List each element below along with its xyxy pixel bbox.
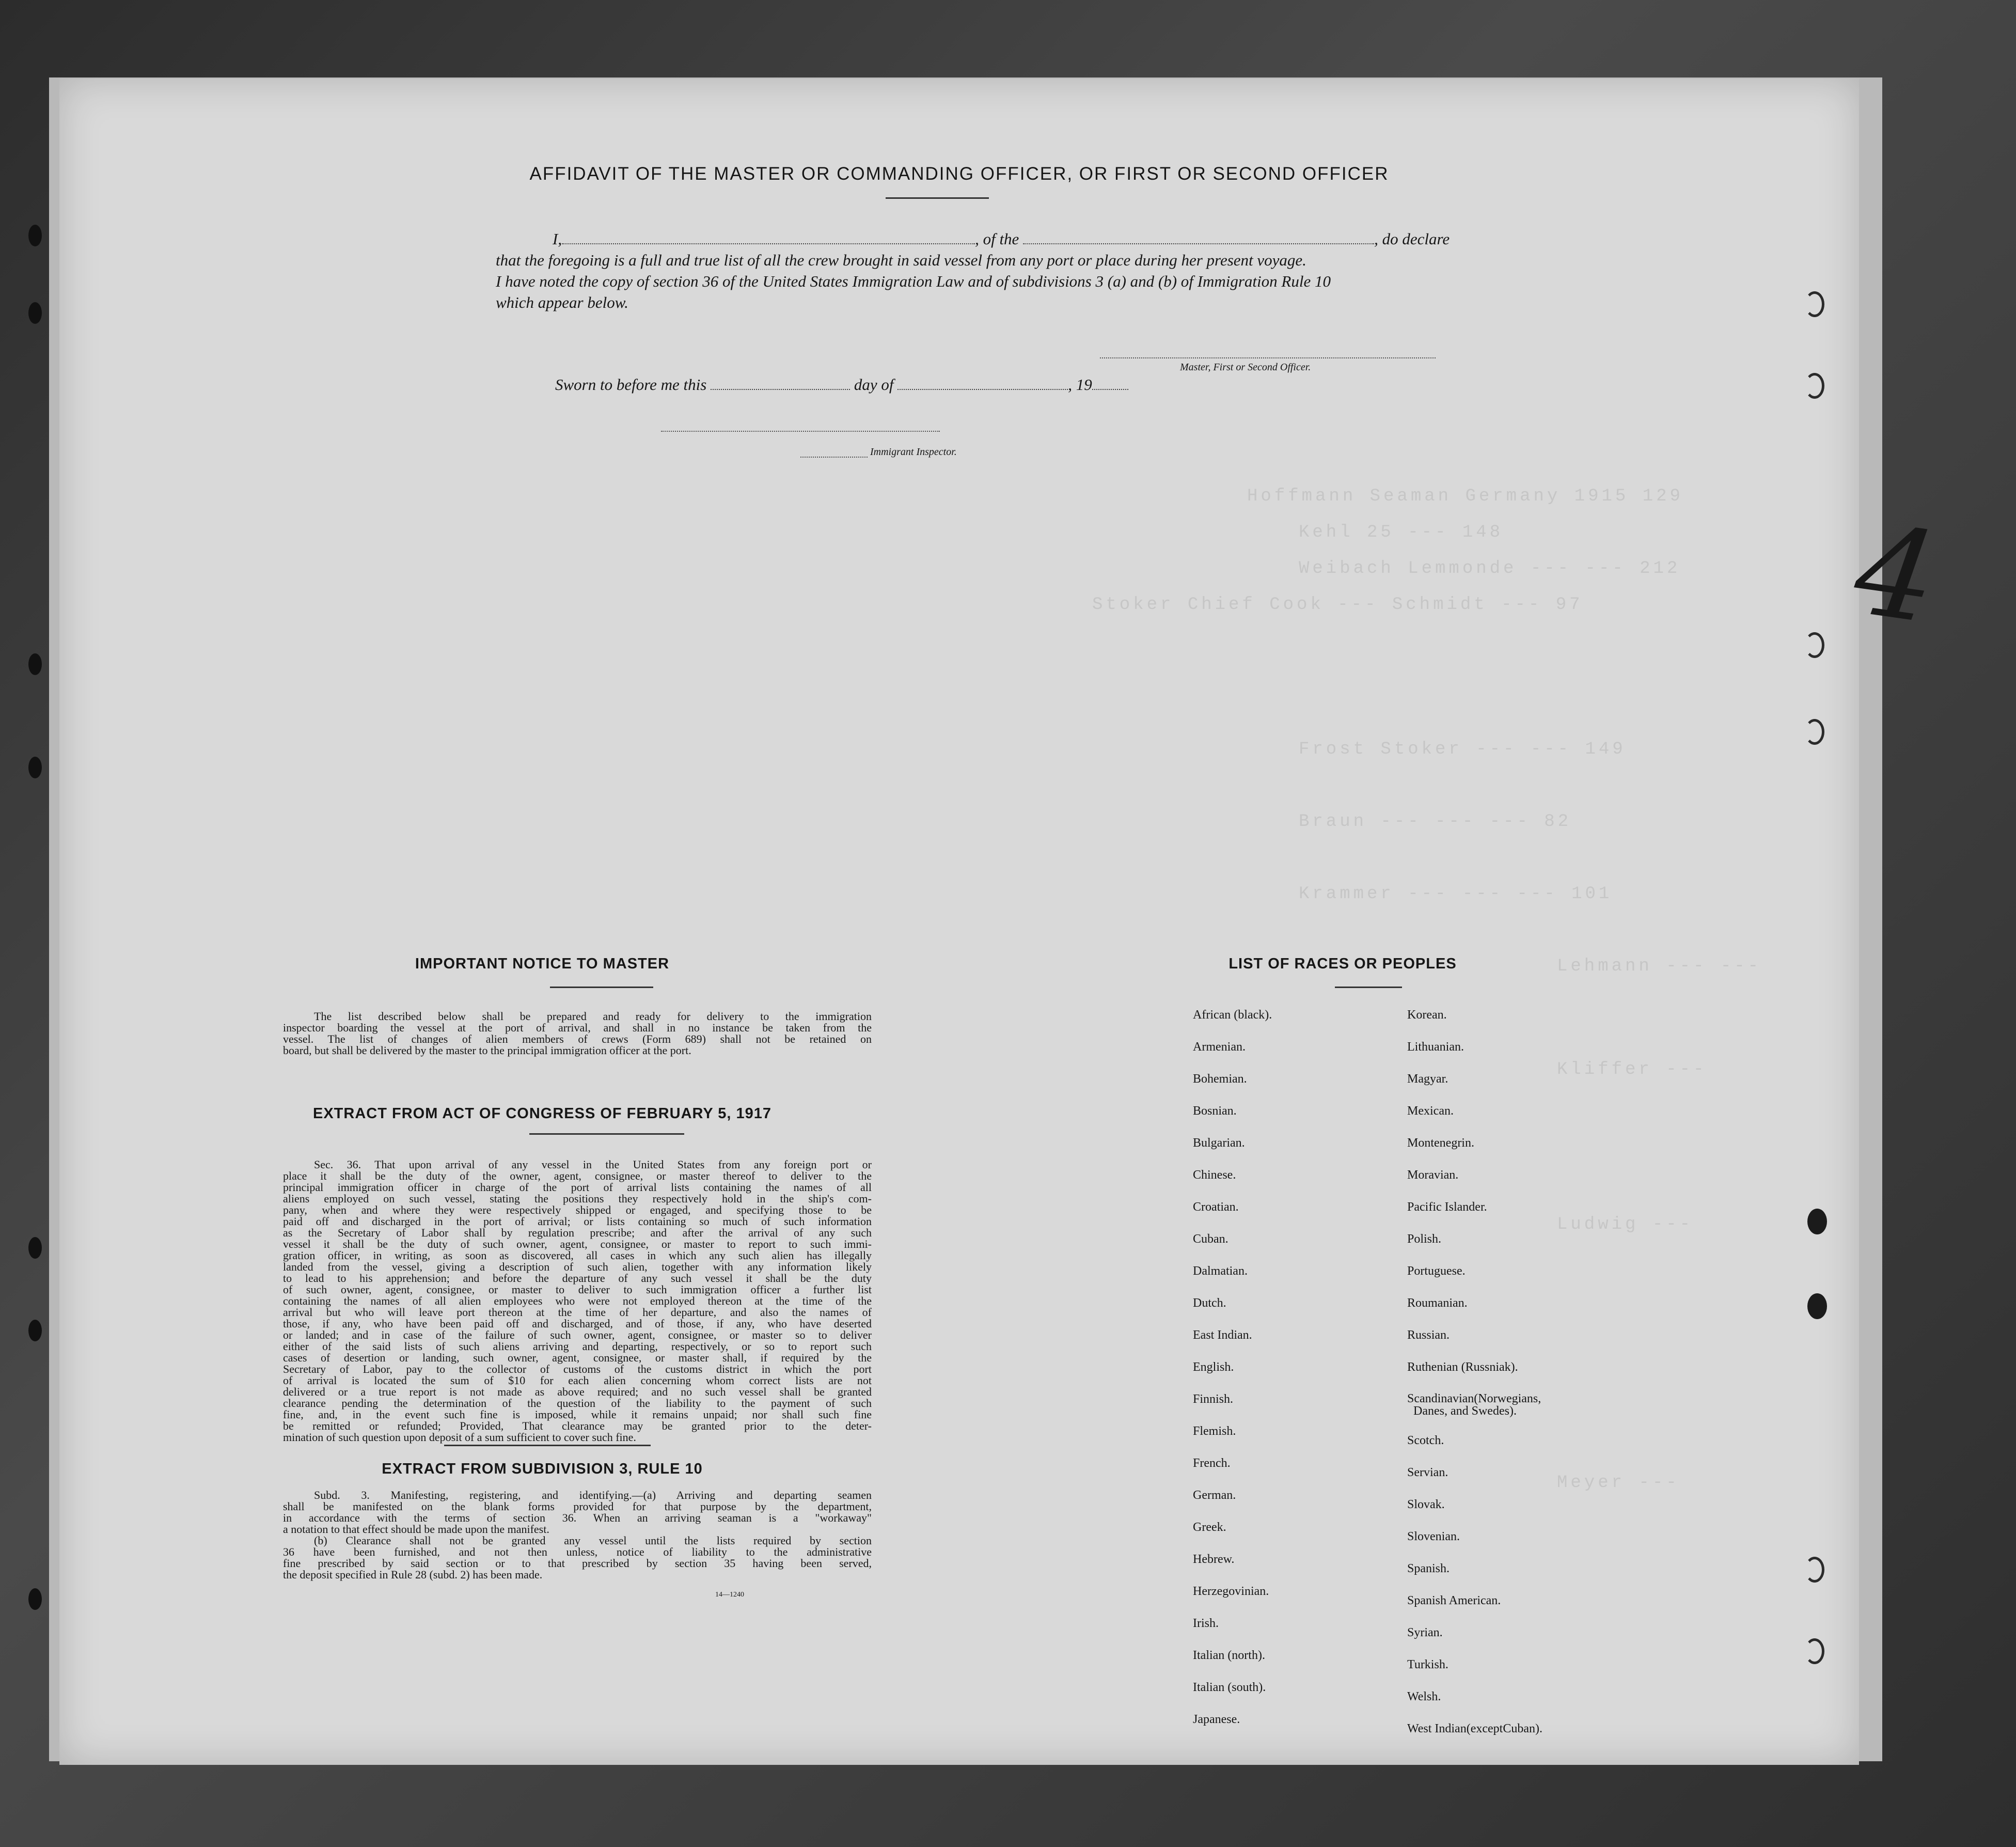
race-item: Slovenian. — [1407, 1530, 1460, 1543]
form-number: 14—1240 — [715, 1591, 744, 1599]
vessel-blank[interactable] — [1023, 230, 1374, 244]
notice-rule — [550, 987, 653, 988]
notice-heading: IMPORTANT NOTICE TO MASTER — [415, 956, 670, 972]
race-item: Italian (south). — [1193, 1681, 1266, 1694]
text-line: 36 have been furnished, and not then unless, notice of liability to the administrative — [283, 1545, 872, 1558]
ring-hole — [1807, 1209, 1827, 1234]
race-item: French. — [1193, 1457, 1231, 1470]
races-heading: LIST OF RACES OR PEOPLES — [1228, 956, 1457, 972]
affidavit-title: AFFIDAVIT OF THE MASTER OR COMMANDING OFFICER, OR FIRST OR SECOND OFFICER — [529, 164, 1389, 184]
text-line: cases of desertion or landing, such owner, agent, consignee, or master shall, if required by the — [283, 1351, 872, 1364]
affidavit-line-4: which appear below. — [496, 293, 628, 311]
race-item: Welsh. — [1407, 1690, 1441, 1703]
affidavit-i: I, — [553, 230, 562, 248]
text-line: vessel it shall be the duty of such owner, agent, consignee, or master to report to such immi- — [283, 1238, 872, 1250]
inspector-caption: Immigrant Inspector. — [870, 446, 957, 458]
race-item: Syrian. — [1407, 1626, 1443, 1639]
text-line: board, but shall be delivered by the master to the principal immigration officer at the port. — [283, 1044, 691, 1057]
text-line: as the Secretary of Labor shall by regulation prescribe; and after the arrival of any such — [283, 1226, 872, 1239]
text-line: either of the said lists of such aliens arriving and departing, respectively, or so to report such — [283, 1340, 872, 1353]
race-item: Danes, and Swedes). — [1413, 1404, 1517, 1418]
master-caption: Master, First or Second Officer. — [1180, 362, 1311, 373]
race-item: African (black). — [1193, 1008, 1272, 1022]
race-item: Polish. — [1407, 1232, 1442, 1246]
binder-hole — [28, 653, 42, 675]
text-line: shall be manifested on the blank forms provided for that purpose by the department, — [283, 1500, 872, 1513]
race-item: Russian. — [1407, 1328, 1450, 1342]
races-rule — [1335, 987, 1402, 988]
affidavit-of-the: , of the — [975, 230, 1019, 248]
affidavit-line-1 — [496, 228, 1450, 249]
race-item: Italian (north). — [1193, 1649, 1265, 1662]
race-item: West Indian(exceptCuban). — [1407, 1722, 1542, 1735]
text-line: vessel. The list of changes of alien members of crews (Form 689) shall not be retained on — [283, 1032, 872, 1045]
text-line: a notation to that effect should be made upon the manifest. — [283, 1523, 549, 1536]
race-item: English. — [1193, 1360, 1234, 1374]
act-rule — [529, 1133, 684, 1135]
text-line: Secretary of Labor, pay to the collector of customs of the customs district in which the port — [283, 1363, 872, 1375]
race-item: Spanish American. — [1407, 1594, 1501, 1607]
name-blank[interactable] — [562, 230, 975, 244]
ring-hole — [1805, 719, 1824, 745]
sworn-day-of: day of — [854, 375, 894, 394]
race-item: Pacific Islander. — [1407, 1200, 1487, 1214]
text-line: Sec. 36. That upon arrival of any vessel in the United States from any foreign port or — [314, 1158, 872, 1171]
text-line: Subd. 3. Manifesting, registering, and identifying.—(a) Arriving and departing seamen — [314, 1489, 872, 1501]
race-item: Spanish. — [1407, 1562, 1450, 1575]
races-right-column — [1407, 999, 1542, 1745]
text-line: The list described below shall be prepared and ready for delivery to the immigration — [314, 1010, 872, 1023]
race-item: Magyar. — [1407, 1072, 1448, 1086]
text-line: delivered or a true report is not made as above required; and no such vessel shall be granted — [283, 1385, 872, 1398]
text-line: (b) Clearance shall not be granted any vessel until the lists required by section — [314, 1534, 872, 1547]
rule10-text — [283, 1490, 872, 1580]
handwritten-page-number: 4 — [1847, 497, 1945, 652]
race-item: Turkish. — [1407, 1658, 1448, 1671]
binder-hole — [28, 225, 42, 246]
rule10-divider — [444, 1445, 651, 1446]
affidavit-line-3: I have noted the copy of section 36 of the United States Immigration Law and of subdivisions 3 (a) and (b) of Immigration Rule 10 — [496, 272, 1331, 290]
race-item: Cuban. — [1193, 1232, 1228, 1246]
race-item: Ruthenian (Russniak). — [1407, 1360, 1518, 1374]
race-item: Montenegrin. — [1407, 1136, 1474, 1150]
race-item: German. — [1193, 1489, 1236, 1502]
race-item: Moravian. — [1407, 1168, 1459, 1182]
race-item: Scandinavian(Norwegians, — [1407, 1392, 1541, 1405]
affidavit-declare: , do declare — [1374, 230, 1450, 248]
ring-hole — [1805, 373, 1824, 399]
race-item: Dalmatian. — [1193, 1264, 1248, 1278]
text-line: the deposit specified in Rule 28 (subd. 2) has been made. — [283, 1568, 543, 1581]
text-line: of arrival is located the sum of $10 for each alien concerning whom correct lists are not — [283, 1374, 872, 1387]
text-line: clearance pending the determination of the question of the liability to the payment of such — [283, 1397, 872, 1410]
act-heading: EXTRACT FROM ACT OF CONGRESS OF FEBRUARY 5, 1917 — [312, 1105, 772, 1122]
race-item: Scotch. — [1407, 1434, 1444, 1447]
race-item: Korean. — [1407, 1008, 1447, 1022]
text-line: principal immigration officer in charge of the port of arrival lists containing the names of all — [283, 1181, 872, 1194]
race-item: Roumanian. — [1407, 1296, 1468, 1310]
text-line: containing the names of all alien employees who were not employed thereon at the time of the — [283, 1294, 872, 1307]
text-line: gration officer, in writing, as soon as discovered, all cases in which any such alien has illegally — [283, 1249, 872, 1262]
race-item: Flemish. — [1193, 1425, 1236, 1438]
sworn-year-blank[interactable] — [1092, 375, 1128, 390]
race-item: Bohemian. — [1193, 1072, 1247, 1086]
race-item: Dutch. — [1193, 1296, 1226, 1310]
race-item: Bulgarian. — [1193, 1136, 1245, 1150]
title-rule — [886, 197, 989, 199]
affidavit-line-2: that the foregoing is a full and true list of all the crew brought in said vessel from any port or place during her present voyage. — [496, 251, 1306, 269]
sworn-prefix: Sworn to before me this — [555, 375, 707, 394]
ring-hole — [1805, 1638, 1824, 1664]
binder-hole — [28, 1588, 42, 1610]
ring-hole — [1805, 632, 1824, 658]
race-item: Greek. — [1193, 1521, 1226, 1534]
race-item: Lithuanian. — [1407, 1040, 1464, 1054]
text-line: paid off and discharged in the port of arrival; or lists containing so much of such information — [283, 1215, 872, 1228]
binder-hole — [28, 757, 42, 778]
race-item: Slovak. — [1407, 1498, 1445, 1511]
text-line: aliens employed on such vessel, stating the positions they respectively hold in the ship's com- — [283, 1192, 872, 1205]
inspector-caption-rule — [800, 457, 868, 458]
race-item: Finnish. — [1193, 1392, 1234, 1406]
notice-text — [283, 1011, 872, 1056]
text-line: inspector boarding the vessel at the port of arrival, and shall in no instance be taken from the — [283, 1021, 872, 1034]
race-item: East Indian. — [1193, 1328, 1252, 1342]
text-line: in accordance with the terms of section 36. When an arriving seaman is a "workaway" — [283, 1511, 872, 1524]
race-item: Herzegovinian. — [1193, 1585, 1269, 1598]
text-line: fine, and, in the event such fine is imposed, while it remains unpaid; nor shall such fine — [283, 1408, 872, 1421]
race-item: Japanese. — [1193, 1713, 1240, 1726]
ring-hole — [1805, 291, 1824, 317]
races-left-column — [1193, 999, 1272, 1735]
rule10-heading: EXTRACT FROM SUBDIVISION 3, RULE 10 — [382, 1461, 703, 1477]
text-line: of such owner, agent, consignee, or master to deliver to such immigration officer a further list — [283, 1283, 872, 1296]
sworn-line — [498, 374, 1128, 395]
sworn-day-blank[interactable] — [711, 375, 850, 390]
text-line: to lead to his apprehension; and before the departure of any such vessel it shall be the duty — [283, 1272, 872, 1285]
race-item: Mexican. — [1407, 1104, 1454, 1118]
race-item: Hebrew. — [1193, 1553, 1235, 1566]
act-text — [283, 1159, 872, 1443]
race-item: Servian. — [1407, 1466, 1448, 1479]
binder-hole — [28, 302, 42, 324]
text-line: be remitted or refunded; Provided, That clearance may be granted prior to the deter- — [283, 1419, 872, 1432]
binder-hole — [28, 1237, 42, 1259]
binder-hole — [28, 1320, 42, 1341]
master-signature-line[interactable] — [1100, 357, 1436, 358]
race-item: Portuguese. — [1407, 1264, 1466, 1278]
text-line: landed from the vessel, giving a description of such alien, together with any information likely — [283, 1260, 872, 1273]
text-line: fine prescribed by said section or to that prescribed by section 35 having been served, — [283, 1557, 872, 1570]
text-line: arrival but who will leave port thereon at the time of her departure, and also the names of — [283, 1306, 872, 1319]
sworn-year: , 19 — [1068, 375, 1092, 394]
race-item: Bosnian. — [1193, 1104, 1237, 1118]
text-line: those, if any, who have been paid off and discharged, and of those, if any, who have deserted — [283, 1317, 872, 1330]
ring-hole — [1807, 1293, 1827, 1319]
sworn-month-blank[interactable] — [897, 375, 1068, 390]
ring-hole — [1805, 1557, 1824, 1583]
inspector-signature-line[interactable] — [661, 431, 940, 432]
text-line: place it shall be the duty of the owner, agent, consignee, or master thereof to deliver to the — [283, 1169, 872, 1182]
text-line: mination of such question upon deposit of a sum sufficient to cover such fine. — [283, 1431, 636, 1444]
race-item: Irish. — [1193, 1617, 1219, 1630]
race-item: Chinese. — [1193, 1168, 1236, 1182]
form-page: Hoffmann Seaman Germany 1915 129 Kehl 25 --- 148 Weibach Lemmonde --- --- 212 Stoker Chief Cook --- Schmidt --- 97 Frost Stoker --- --- 149 Braun --- --- --- 82 Krammer --- --- --- 101 Lehmann --- --- Kliffer --- Ludwig --- Meyer --- 4 AFFIDAVIT OF THE MASTER OR COMMANDING OFFICER, OR FIRST OR SECOND OFFICER I, , of the , do declare that the foregoing is a full and true list of all the crew brought in said vessel from any port or place during her present voyage. I have noted the copy of section 36 of the United States Immigration Law and of subdivisions 3 (a) and (b) of Immigration Rule 10 which appear below. Master, First or Second Officer. Sworn to before me this day of , 19 Immigrant Inspector. IMPORTANT NOTICE TO MASTER The list described below shall be prepared and ready for delivery to the immigration inspector boarding the vessel at the port of arrival, and shall in no instance be taken from the vessel. The list of changes of alien members of crews (Form 689) shall not be retained on board, but shall be delivered by the master to the principal immigration officer at the port. EXTRACT FROM ACT OF CONGRESS OF FEBRUARY 5, 1917 Sec. 36. That upon arrival of any vessel in the United States from any foreign port or place it shall be the duty of the owner, agent, consignee, or master thereof to deliver to the principal immigration officer in charge of the port of arrival lists containing the names of all aliens employed on such vessel, stating the positions they respectively hold in the ship's com- pany, when and where they were respectively shipped or engaged, and specifying those to be paid off and discharged in the port of arrival; or lists containing so much of such information as the Secretary of Labor shall by regulation prescribe; and after the arrival of any such vessel it shall be the duty of such owner, agent, consignee, or master to report to such immi- gration officer, in writing, as soon as discovered, all cases in which any such alien has illegally landed from the vessel, giving a description of such alien, together with any information likely to lead to his apprehension; and before the departure of any such vessel it shall be the duty of such owner, agent, consignee, or master to deliver to such immigration officer a further list containing the names of all alien employees who were not employed thereon at the time of the arrival but who will leave port thereon at the time of her departure, and also the names of those, if any, who have been paid off and discharged, and of those, if any, who have deserted or landed; and in case of the failure of such owner, agent, consignee, or master so to deliver either of the said lists of such aliens arriving and departing, respectively, or so to report such cases of desertion or landing, such owner, agent, consignee, or master shall, if required by the Secretary of Labor, pay to the collector of customs of the customs district in which the port of arrival is located the sum of $10 for each alien concerning whom correct lists are not delivered or a true report is not made as above required; and no such vessel shall be granted clearance pending the determination of the question of the liability to the payment of such fine, and, in the event such fine is imposed, while it remains unpaid; nor shall such fine be remitted or refunded; Provided, That clearance may be granted prior to the deter- mination of such question upon deposit of a sum sufficient to cover such fine. EXTRACT FROM SUBDIVISION 3, RULE 10 Subd. 3. Manifesting, registering, and identifying.—(a) Arriving and departing seamen shall be manifested on the blank forms provided for that purpose by the department, in accordance with the terms of section 36. When an arriving seaman is a "workaway" a notation to that effect should be made upon the manifest. (b) Clearance shall not be granted any vessel until the lists required by section 36 have been furnished, and not then unless, notice of liability to the administrative fine prescribed by said section or to that prescribed by section 35 having been served, the deposit specified in Rule 28 (subd. 2) has been made. 14—1240 LIST OF RACES OR PEOPLES African (black). Armenian. Bohemian. Bosnian. Bulgarian. Chinese. Croatian. Cuban. Dalmatian. Dutch. East Indian. English. Finnish. Flemish. French. German. Greek. Hebrew. Herzegovinian. Irish. Italian (north). Italian (south). Japanese. Korean. Lithuanian. Magyar. Mexican. Montenegrin. Moravian. Pacific Islander. Polish. Portuguese. Roumanian. Russian. Ruthenian (Russniak). Scandinavian(Norwegians, Danes, and Swedes). Scotch. Servian. Slovak. Slovenian. Spanish. Spanish American. Syrian. Turkish. Welsh. West Indian(exceptCuban). — [59, 79, 1859, 1765]
text-line: pany, when and where they were respectively shipped or engaged, and specifying those to be — [283, 1203, 872, 1216]
text-line: or landed; and in case of the failure of such owner, agent, consignee, or master so to deliver — [283, 1328, 872, 1341]
race-item: Croatian. — [1193, 1200, 1239, 1214]
race-item: Armenian. — [1193, 1040, 1246, 1054]
